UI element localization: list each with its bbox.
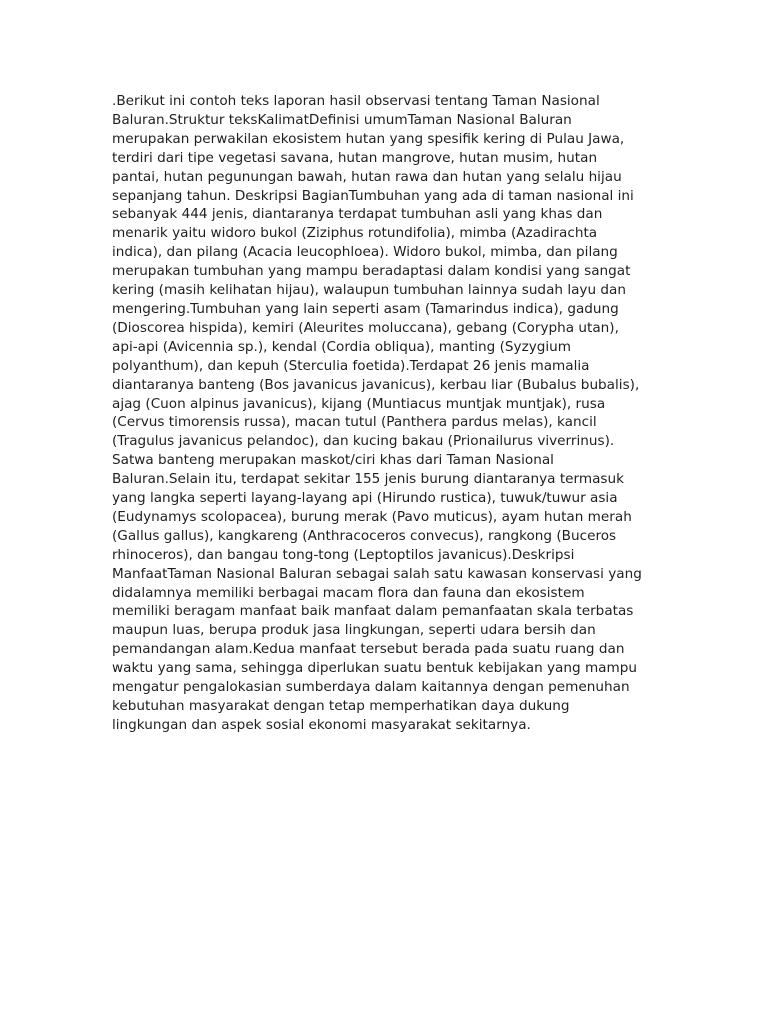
text-line: polyanthum), dan kepuh (Sterculia foetida).Terdapat 26 jenis mamalia xyxy=(112,357,590,374)
text-line: waktu yang sama, sehingga diperlukan suatu bentuk kebijakan yang mampu xyxy=(112,660,637,677)
text-line: lingkungan dan aspek sosial ekonomi masyarakat sekitarnya. xyxy=(112,716,531,733)
body-text xyxy=(112,92,657,735)
text-line: maupun luas, berupa produk jasa lingkungan, seperti udara bersih dan xyxy=(112,622,596,639)
text-line: ManfaatTaman Nasional Baluran sebagai salah satu kawasan konservasi yang xyxy=(112,565,642,582)
text-line: diantaranya banteng (Bos javanicus javanicus), kerbau liar (Bubalus bubalis), xyxy=(112,376,640,393)
text-line: api-api (Avicennia sp.), kendal (Cordia obliqua), manting (Syzygium xyxy=(112,338,572,355)
text-line: (Dioscorea hispida), kemiri (Aleurites moluccana), gebang (Corypha utan), xyxy=(112,319,619,336)
text-line: sepanjang tahun. Deskripsi BagianTumbuhan yang ada di taman nasional ini xyxy=(112,187,634,204)
text-line: .Berikut ini contoh teks laporan hasil observasi tentang Taman Nasional xyxy=(112,93,600,109)
text-line: indica), dan pilang (Acacia leucophloea). Widoro bukol, mimba, dan pilang xyxy=(112,244,618,261)
text-line: merupakan perwakilan ekosistem hutan yang spesifik kering di Pulau Jawa, xyxy=(112,130,625,147)
text-line: memiliki beragam manfaat baik manfaat dalam pemanfaatan skala terbatas xyxy=(112,603,634,620)
text-line: menarik yaitu widoro bukol (Ziziphus rotundifolia), mimba (Azadirachta xyxy=(112,225,598,242)
text-line: Baluran.Selain itu, terdapat sekitar 155 jenis burung diantaranya termasuk xyxy=(112,471,625,488)
text-line: mengering.Tumbuhan yang lain seperti asam (Tamarindus indica), gadung xyxy=(112,300,619,317)
text-line: mengatur pengalokasian sumberdaya dalam kaitannya dengan pemenuhan xyxy=(112,679,630,696)
text-line: (Gallus gallus), kangkareng (Anthracoceros convecus), rangkong (Buceros xyxy=(112,527,617,544)
text-line: terdiri dari tipe vegetasi savana, hutan mangrove, hutan musim, hutan xyxy=(112,149,598,166)
text-line: pemandangan alam.Kedua manfaat tersebut berada pada suatu ruang dan xyxy=(112,641,625,658)
text-line: rhinoceros), dan bangau tong-tong (Leptoptilos javanicus).Deskripsi xyxy=(112,546,575,563)
text-line: sebanyak 444 jenis, diantaranya terdapat tumbuhan asli yang khas dan xyxy=(112,206,603,223)
text-line: kering (masih kelihatan hijau), walaupun tumbuhan lainnya sudah layu dan xyxy=(112,282,626,299)
text-line: kebutuhan masyarakat dengan tetap memperhatikan daya dukung xyxy=(112,698,570,714)
text-line: yang langka seperti layang-layang api (Hirundo rustica), tuwuk/tuwur asia xyxy=(112,490,618,507)
text-line: Satwa banteng merupakan maskot/ciri khas dari Taman Nasional xyxy=(112,452,554,469)
text-line: merupakan tumbuhan yang mampu beradaptasi dalam kondisi yang sangat xyxy=(112,263,631,280)
text-line: didalamnya memiliki berbagai macam flora dan fauna dan ekosistem xyxy=(112,584,585,601)
text-line: ajag (Cuon alpinus javanicus), kijang (Muntiacus muntjak muntjak), rusa xyxy=(112,395,606,412)
text-line: (Eudynamys scolopacea), burung merak (Pavo muticus), ayam hutan merah xyxy=(112,508,632,525)
text-line: (Tragulus javanicus pelandoc), dan kucing bakau (Prionailurus viverrinus). xyxy=(112,433,615,450)
text-line: (Cervus timorensis russa), macan tutul (Panthera pardus melas), kancil xyxy=(112,414,597,431)
text-line: pantai, hutan pegunungan bawah, hutan rawa dan hutan yang selalu hijau xyxy=(112,168,622,185)
text-line: Baluran.Struktur teksKalimatDefinisi umumTaman Nasional Baluran xyxy=(112,111,572,128)
